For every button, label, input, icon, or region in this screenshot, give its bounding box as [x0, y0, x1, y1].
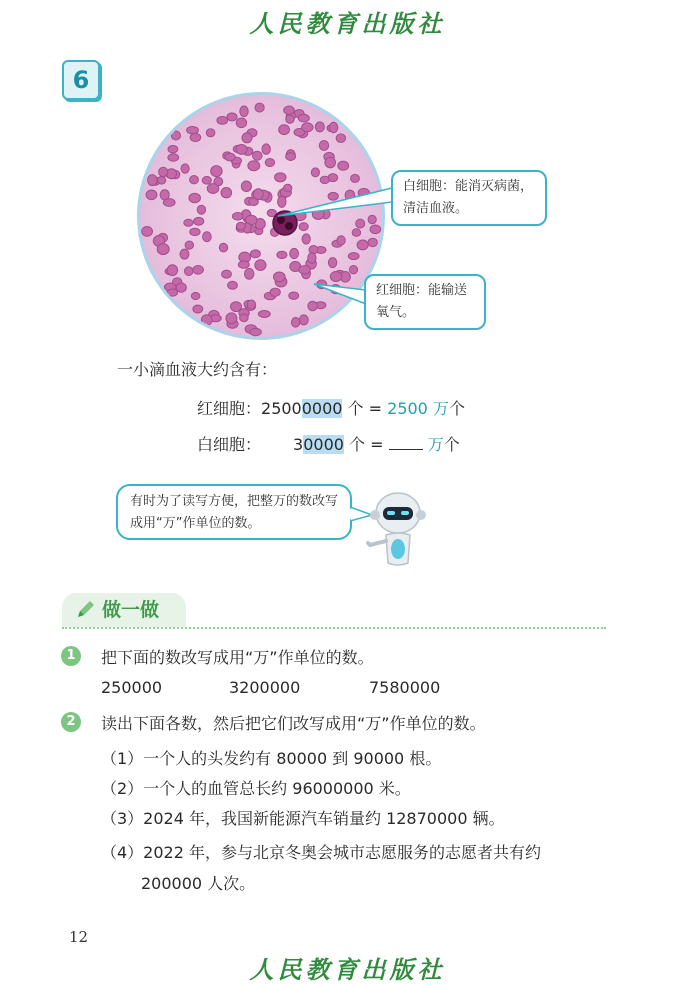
red-blood-cell [157, 177, 165, 185]
red-blood-cell [202, 177, 211, 185]
red-blood-cell [206, 129, 215, 137]
red-blood-cell [185, 267, 193, 276]
red-blood-cell [167, 265, 177, 276]
red-cell-number-head: 2500 [261, 399, 302, 418]
white-cell-equation [197, 432, 460, 455]
exercise-2-item-4: （4）2022 年，参与北京冬奥会城市志愿服务的志愿者共有约 [101, 843, 541, 862]
red-blood-cell [226, 313, 237, 324]
red-blood-cell [253, 151, 263, 160]
red-blood-cell [250, 250, 260, 258]
white-cell-number-zeros: 0000 [303, 435, 344, 454]
white-cell-unit: 个 = [349, 435, 384, 454]
red-blood-cell [187, 127, 199, 134]
red-cell-callout [364, 274, 486, 330]
lesson-number-badge: 6 [62, 60, 100, 100]
exercise-1-number-a: 250000 [101, 678, 163, 697]
red-blood-cell [284, 106, 295, 114]
white-cell-wan: 万 [427, 435, 444, 454]
red-blood-cell [160, 190, 169, 200]
red-blood-cell [221, 188, 232, 198]
red-blood-cell [245, 268, 254, 279]
red-blood-cell [211, 166, 222, 177]
red-blood-cell [142, 227, 153, 237]
red-blood-cell [191, 292, 200, 299]
white-cell-callout [391, 170, 547, 226]
red-blood-cell [255, 103, 264, 112]
red-blood-cell [238, 261, 249, 268]
pencil-icon [74, 593, 96, 636]
red-blood-cell [265, 159, 274, 167]
red-blood-cell [240, 106, 248, 117]
red-blood-cell [168, 154, 179, 161]
red-blood-cell [253, 189, 263, 200]
red-blood-cell [319, 141, 328, 151]
red-blood-cell [190, 228, 200, 235]
exercise-2-item-1: （1）一个人的头发约有 80000 到 90000 根。 [101, 749, 442, 768]
red-blood-cell [236, 222, 245, 230]
red-blood-cell [201, 315, 212, 326]
red-blood-cell [258, 311, 270, 318]
red-blood-cell [190, 133, 201, 141]
red-blood-cell [298, 114, 309, 122]
red-blood-cell [311, 168, 319, 177]
footer-publisher: 人民教育出版社 [249, 955, 446, 984]
red-blood-cell [168, 146, 178, 153]
red-blood-cell [302, 123, 313, 132]
red-blood-cell [299, 315, 308, 325]
red-blood-cell [189, 193, 201, 202]
red-blood-cell [167, 289, 178, 296]
exercise-1-number: 1 [61, 646, 81, 666]
red-blood-cell [236, 118, 246, 128]
red-blood-cell [248, 161, 260, 171]
red-blood-cell [194, 217, 204, 225]
red-blood-cell [315, 122, 324, 132]
section-title: 做一做 [102, 599, 160, 621]
red-blood-cell [193, 305, 203, 313]
red-blood-cell [279, 125, 290, 135]
white-cell-number-head: 3 [293, 435, 304, 454]
red-blood-cell [203, 232, 212, 242]
red-cell-wan: 万 [432, 399, 449, 418]
white-cell-unit2: 个 [443, 435, 460, 454]
robot-icon [362, 487, 436, 567]
answer-blank[interactable] [389, 435, 423, 450]
red-blood-cell [227, 113, 237, 121]
red-blood-cell [286, 115, 294, 123]
exercise-2-item-3: （3）2024 年，我国新能源汽车销量约 12870000 辆。 [101, 809, 505, 828]
robot-tip-bubble [116, 484, 352, 540]
red-blood-cell [190, 176, 199, 184]
red-blood-cell [159, 167, 168, 176]
red-blood-cell [225, 153, 235, 161]
exercise-2-item-4-cont: 200000 人次。 [141, 874, 256, 893]
red-blood-cell [207, 184, 219, 194]
red-blood-cell [255, 260, 266, 271]
red-blood-cell [250, 328, 262, 335]
red-blood-cell [286, 153, 296, 161]
red-blood-cell [222, 270, 232, 278]
section-divider [62, 627, 606, 629]
red-blood-cell [236, 145, 247, 155]
red-blood-cell [176, 283, 186, 292]
exercise-1-number-b: 3200000 [229, 678, 301, 697]
red-blood-cell [197, 205, 205, 214]
intro-lead: 一小滴血液大约含有： [117, 360, 278, 379]
exercise-1-instruction: 把下面的数改写成用“万”作单位的数。 [101, 648, 374, 667]
red-blood-cell [242, 133, 252, 143]
red-blood-cell [338, 161, 349, 170]
exercise-2-number: 2 [61, 712, 81, 732]
red-blood-cell [325, 157, 336, 168]
red-blood-cell [241, 181, 251, 192]
red-cell-unit2: 个 [448, 399, 465, 418]
header-publisher: 人民教育出版社 [249, 9, 446, 38]
page-number: 12 [69, 928, 89, 946]
red-cell-unit: 个 = [347, 399, 383, 418]
red-cell-equation [197, 396, 465, 419]
red-blood-cell [240, 314, 249, 322]
red-blood-cell [292, 318, 300, 328]
exercise-2-instruction: 读出下面各数，然后把它们改写成用“万”作单位的数。 [101, 714, 486, 733]
red-blood-cell [180, 249, 189, 259]
red-blood-cell [336, 134, 345, 143]
section-tab-practice [62, 593, 186, 627]
red-blood-cell [247, 300, 255, 309]
exercise-2-item-2: （2）一个人的血管总长约 96000000 米。 [101, 779, 411, 798]
red-blood-cell [217, 117, 228, 125]
red-blood-cell [232, 213, 243, 221]
red-blood-cell [184, 219, 193, 226]
red-blood-cell [181, 164, 189, 173]
white-cell-callout-text: 白细胞：能消灭病菌，清洁血液。 [403, 179, 534, 216]
red-blood-cell [185, 241, 193, 249]
red-blood-cell [157, 244, 169, 255]
red-blood-cell [262, 144, 270, 154]
red-blood-cell [146, 190, 157, 200]
red-blood-cell [219, 243, 227, 252]
red-cell-number-zeros: 0000 [301, 399, 343, 418]
red-blood-cell [148, 175, 157, 186]
red-cell-label: 红细胞： [197, 399, 262, 418]
exercise-1-number-c: 7580000 [369, 678, 441, 697]
red-cell-callout-text: 红细胞：能输送氧气。 [376, 283, 468, 320]
red-cell-result: 2500 [387, 399, 428, 418]
red-blood-cell [329, 122, 337, 132]
red-blood-cell [228, 281, 238, 289]
red-blood-cell [171, 131, 180, 140]
red-blood-cell [193, 266, 204, 275]
white-cell-label: 白细胞： [197, 435, 262, 454]
robot-tip-text: 有时为了读写方便，把整万的数改写成用“万”作单位的数。 [130, 494, 339, 531]
